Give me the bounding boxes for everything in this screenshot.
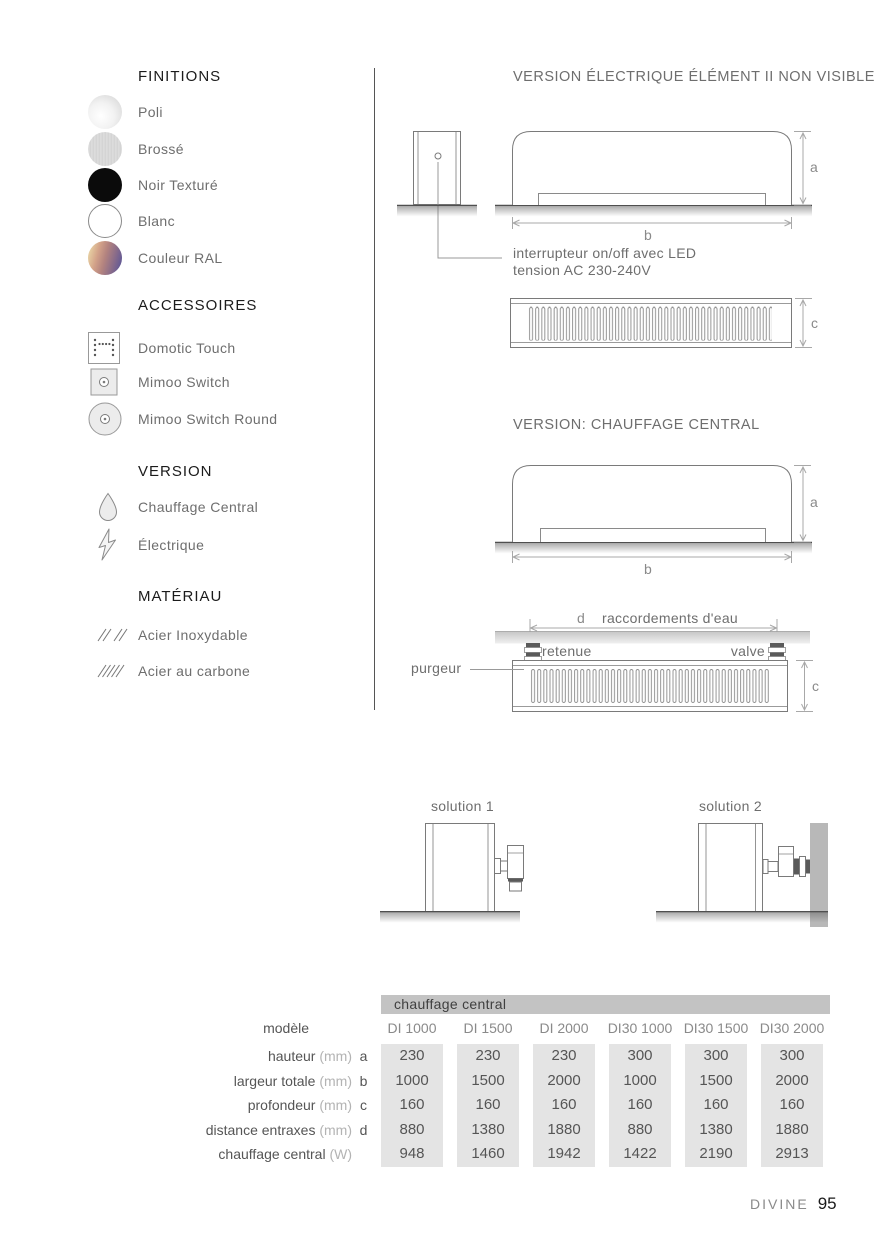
table-value-cell: 1880 [775, 1120, 809, 1138]
version-item-chauffage [88, 491, 378, 523]
table-value-cell: 1460 [471, 1145, 505, 1162]
table-value-cell: 1422 [623, 1145, 657, 1162]
table-row-letter: b [359, 1072, 368, 1089]
footer-page-number: 95 [817, 1194, 837, 1213]
table-value-cell: 160 [779, 1096, 805, 1113]
water-drop-icon [96, 492, 120, 523]
couleur-ral-swatch-icon [88, 241, 122, 275]
table-row-letter: c [360, 1097, 367, 1113]
finition-label: Blanc [138, 213, 176, 229]
page-footer [750, 1194, 837, 1214]
solutions-diagram [378, 815, 832, 937]
accessoire-label: Mimoo Switch Round [138, 411, 278, 427]
finition-item-poli [88, 94, 378, 130]
finition-label: Couleur RAL [138, 250, 223, 266]
table-value-cell: 2000 [547, 1071, 581, 1089]
table-value-cell: 2913 [775, 1145, 809, 1162]
mimoo-switch-icon [90, 368, 118, 396]
switch-note [513, 245, 696, 279]
inox-hatch-icon [97, 628, 128, 642]
noir-swatch-icon [88, 168, 122, 202]
spec-table [170, 990, 850, 1190]
table-value-cell: 1380 [471, 1120, 505, 1138]
electric-top-view-diagram [505, 293, 830, 357]
table-value-cell: 300 [779, 1047, 805, 1064]
table-value-cell: 2190 [699, 1145, 733, 1162]
table-value-cell: 160 [475, 1096, 501, 1113]
table-value-column [685, 1044, 747, 1167]
table-value-cell: 300 [627, 1047, 653, 1064]
switch-note-line1: interrupteur on/off avec LED [513, 245, 697, 261]
finition-item-noir [88, 167, 378, 203]
finition-item-brosse [88, 131, 378, 167]
table-value-cell: 1380 [699, 1120, 733, 1138]
central-front-diagram [393, 460, 845, 580]
finition-label: Poli [138, 104, 163, 120]
lightning-bolt-icon [98, 528, 117, 561]
table-value-cell: 2000 [775, 1071, 809, 1089]
table-value-cell: 1880 [547, 1120, 581, 1138]
valve-label: valve [730, 643, 765, 659]
dim-c-label: c [811, 315, 818, 331]
raccordements-label: raccordements d'eau [602, 610, 738, 626]
table-value-column [457, 1044, 519, 1167]
materiau-label: Acier au carbone [138, 663, 251, 679]
accessoire-label: Domotic Touch [138, 340, 236, 356]
purgeur-label: purgeur [411, 660, 462, 676]
dim-c-label: c [812, 678, 819, 694]
table-row-label: chauffage central (W) [218, 1146, 352, 1162]
materiau-item-carbone [88, 661, 378, 681]
finition-label: Noir Texturé [138, 177, 219, 193]
dim-a-label: a [810, 494, 818, 510]
model-row-label: modèle [263, 1020, 309, 1036]
table-column-header: DI 1500 [463, 1020, 513, 1036]
materiau-label: Acier Inoxydable [138, 627, 248, 643]
table-value-column [609, 1044, 671, 1167]
table-row-label: profondeur (mm) [247, 1097, 352, 1113]
blanc-swatch-icon [88, 204, 122, 238]
table-value-cell: 1000 [395, 1071, 429, 1089]
version-title: VERSION [138, 463, 213, 480]
poli-swatch-icon [88, 95, 122, 129]
table-column-header: DI 2000 [539, 1020, 589, 1036]
table-column-header: DI30 2000 [759, 1020, 825, 1036]
table-row-label: largeur totale (mm) [233, 1072, 352, 1089]
dim-b-label: b [644, 561, 652, 577]
table-value-column [761, 1044, 823, 1167]
table-value-cell: 160 [703, 1096, 729, 1113]
brosse-swatch-icon [88, 132, 122, 166]
solution2-label: solution 2 [699, 798, 762, 814]
table-value-cell: 1000 [623, 1071, 657, 1089]
finition-label: Brossé [138, 141, 184, 157]
finition-item-blanc [88, 203, 378, 239]
switch-note-line2: tension AC 230-240V [513, 262, 652, 278]
accessoire-item-domotic [88, 331, 378, 365]
retenue-label: retenue [542, 643, 592, 659]
materiau-title: MATÉRIAU [138, 588, 223, 605]
table-value-cell: 948 [399, 1145, 425, 1162]
table-column-header: DI 1000 [387, 1020, 437, 1036]
table-value-cell: 880 [627, 1120, 653, 1138]
accessoire-item-mimoo-round [88, 402, 378, 436]
table-row-letter: d [359, 1121, 368, 1138]
vertical-divider [374, 68, 375, 710]
central-version-title: VERSION: CHAUFFAGE CENTRAL [513, 417, 760, 433]
table-value-column [533, 1044, 595, 1167]
finition-item-ral [88, 240, 378, 276]
table-row-label: hauteur (mm) [267, 1048, 352, 1064]
dim-d-label: d [577, 610, 585, 626]
table-header-bar: chauffage central [381, 995, 830, 1014]
version-item-electrique [88, 528, 378, 561]
table-value-cell: 160 [399, 1096, 425, 1113]
mimoo-switch-round-icon [88, 402, 122, 436]
domotic-touch-icon [88, 332, 120, 364]
footer-brand: DIVINE [750, 1196, 809, 1212]
accessoire-label: Mimoo Switch [138, 374, 230, 390]
table-value-cell: 880 [399, 1120, 425, 1138]
solution1-label: solution 1 [431, 798, 494, 814]
finitions-title: FINITIONS [138, 68, 222, 85]
electric-version-title: VERSION ÉLECTRIQUE ÉLÉMENT II NON VISIBLE [513, 69, 875, 85]
table-value-cell: 230 [475, 1047, 501, 1064]
table-value-cell: 300 [703, 1047, 729, 1064]
materiau-item-inox [88, 625, 378, 645]
accessoire-item-mimoo-switch [88, 368, 378, 396]
dim-a-label: a [810, 159, 818, 175]
table-value-column [381, 1044, 443, 1167]
table-column-header: DI30 1500 [683, 1020, 749, 1036]
version-label: Chauffage Central [138, 499, 259, 515]
table-value-cell: 1942 [547, 1145, 581, 1162]
table-column-header: DI30 1000 [607, 1020, 673, 1036]
table-value-cell: 160 [627, 1096, 653, 1113]
table-row-letter: a [359, 1048, 368, 1064]
table-value-cell: 160 [551, 1096, 577, 1113]
table-value-cell: 230 [551, 1047, 577, 1064]
dim-b-label: b [644, 227, 652, 243]
carbone-hatch-icon [97, 664, 125, 678]
table-value-cell: 230 [399, 1047, 425, 1064]
table-value-cell: 1500 [471, 1071, 505, 1089]
table-value-cell: 1500 [699, 1071, 733, 1089]
accessoires-title: ACCESSOIRES [138, 297, 258, 314]
table-row-label: distance entraxes (mm) [205, 1121, 352, 1138]
version-label: Électrique [138, 536, 205, 553]
